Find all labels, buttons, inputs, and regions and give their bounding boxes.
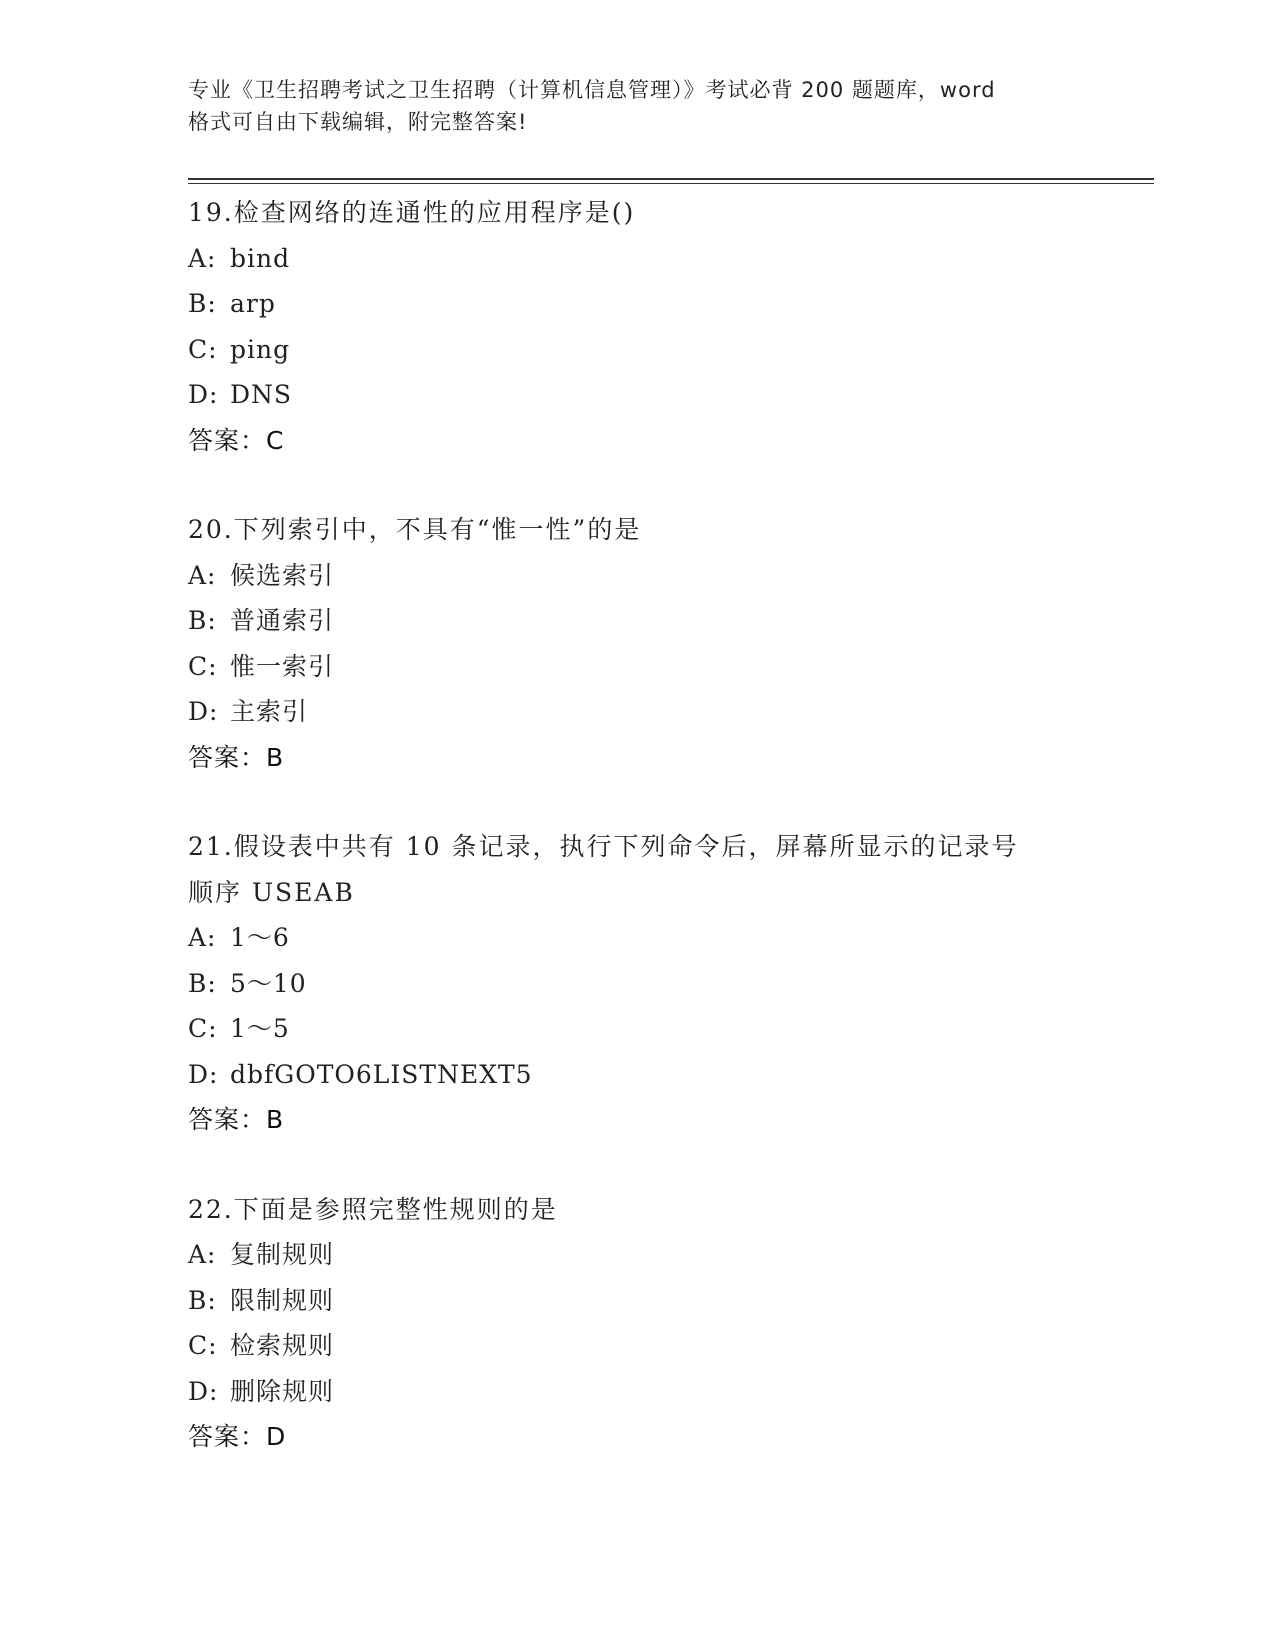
option-letter: C: bbox=[188, 651, 218, 681]
option-letter: D: bbox=[188, 1059, 219, 1089]
option-text: DNS bbox=[230, 380, 293, 409]
option-letter: A: bbox=[188, 923, 217, 952]
answer-line: 答案：D bbox=[188, 1422, 287, 1451]
option-a bbox=[188, 236, 1148, 282]
option-text: 删除规则 bbox=[230, 1376, 335, 1406]
option-letter: A: bbox=[188, 560, 217, 590]
option-b bbox=[188, 598, 1148, 644]
header-divider bbox=[188, 178, 1154, 180]
header-divider-thin bbox=[188, 183, 1154, 184]
option-c bbox=[188, 644, 1148, 690]
option-d bbox=[188, 689, 1148, 735]
option-letter: D: bbox=[188, 1376, 219, 1406]
option-letter: D: bbox=[188, 697, 219, 726]
document-header bbox=[188, 74, 1088, 138]
answer-line: 答案：C bbox=[188, 425, 285, 455]
option-b bbox=[188, 1278, 1148, 1324]
question-title: 21.假设表中共有 10 条记录，执行下列命令后，屏幕所显示的记录号 bbox=[188, 832, 1019, 861]
question-22 bbox=[188, 1187, 1148, 1460]
option-text: 普通索引 bbox=[230, 606, 335, 635]
option-text: bind bbox=[230, 243, 291, 273]
option-letter: D: bbox=[188, 380, 219, 409]
question-20 bbox=[188, 507, 1148, 780]
option-letter: B: bbox=[188, 606, 217, 635]
option-text: 候选索引 bbox=[230, 560, 335, 590]
question-title: 19.检查网络的连通性的应用程序是() bbox=[188, 198, 636, 227]
option-text: ping bbox=[230, 334, 291, 364]
option-text: 1～6 bbox=[230, 923, 290, 952]
option-d bbox=[188, 372, 1148, 418]
option-text: 复制规则 bbox=[230, 1240, 335, 1269]
option-d bbox=[188, 1052, 1148, 1098]
option-c bbox=[188, 327, 1148, 373]
option-c bbox=[188, 1006, 1148, 1052]
answer-line: 答案：B bbox=[188, 1105, 285, 1134]
option-a bbox=[188, 553, 1148, 599]
question-list bbox=[188, 190, 1148, 1504]
question-title-continued: 顺序 USEAB bbox=[188, 877, 355, 907]
header-line: 专业《卫生招聘考试之卫生招聘（计算机信息管理）》考试必背 200 题题库，word bbox=[188, 78, 996, 102]
option-text: arp bbox=[230, 289, 276, 318]
answer-line: 答案：B bbox=[188, 742, 285, 772]
question-21 bbox=[188, 824, 1148, 1143]
option-text: 惟一索引 bbox=[230, 651, 335, 681]
header-line: 格式可自由下载编辑，附完整答案! bbox=[188, 110, 528, 134]
option-text: 1～5 bbox=[230, 1014, 290, 1043]
option-text: 限制规则 bbox=[230, 1285, 335, 1315]
question-title: 20.下列索引中，不具有“惟一性”的是 bbox=[188, 515, 642, 544]
option-letter: C: bbox=[188, 334, 218, 364]
option-letter: B: bbox=[188, 1285, 217, 1315]
option-a bbox=[188, 915, 1148, 961]
option-b bbox=[188, 961, 1148, 1007]
option-text: 主索引 bbox=[230, 697, 309, 726]
option-text: 检索规则 bbox=[230, 1331, 335, 1360]
option-letter: C: bbox=[188, 1014, 218, 1043]
option-a bbox=[188, 1232, 1148, 1278]
option-letter: A: bbox=[188, 243, 217, 273]
option-b bbox=[188, 281, 1148, 327]
question-19 bbox=[188, 190, 1148, 463]
option-letter: A: bbox=[188, 1240, 217, 1269]
option-letter: C: bbox=[188, 1331, 218, 1360]
option-c bbox=[188, 1323, 1148, 1369]
option-text: dbfGOTO6LISTNEXT5 bbox=[230, 1059, 533, 1089]
option-letter: B: bbox=[188, 289, 217, 318]
option-letter: B: bbox=[188, 968, 217, 998]
option-d bbox=[188, 1369, 1148, 1415]
option-text: 5～10 bbox=[230, 968, 307, 998]
question-title: 22.下面是参照完整性规则的是 bbox=[188, 1194, 558, 1224]
